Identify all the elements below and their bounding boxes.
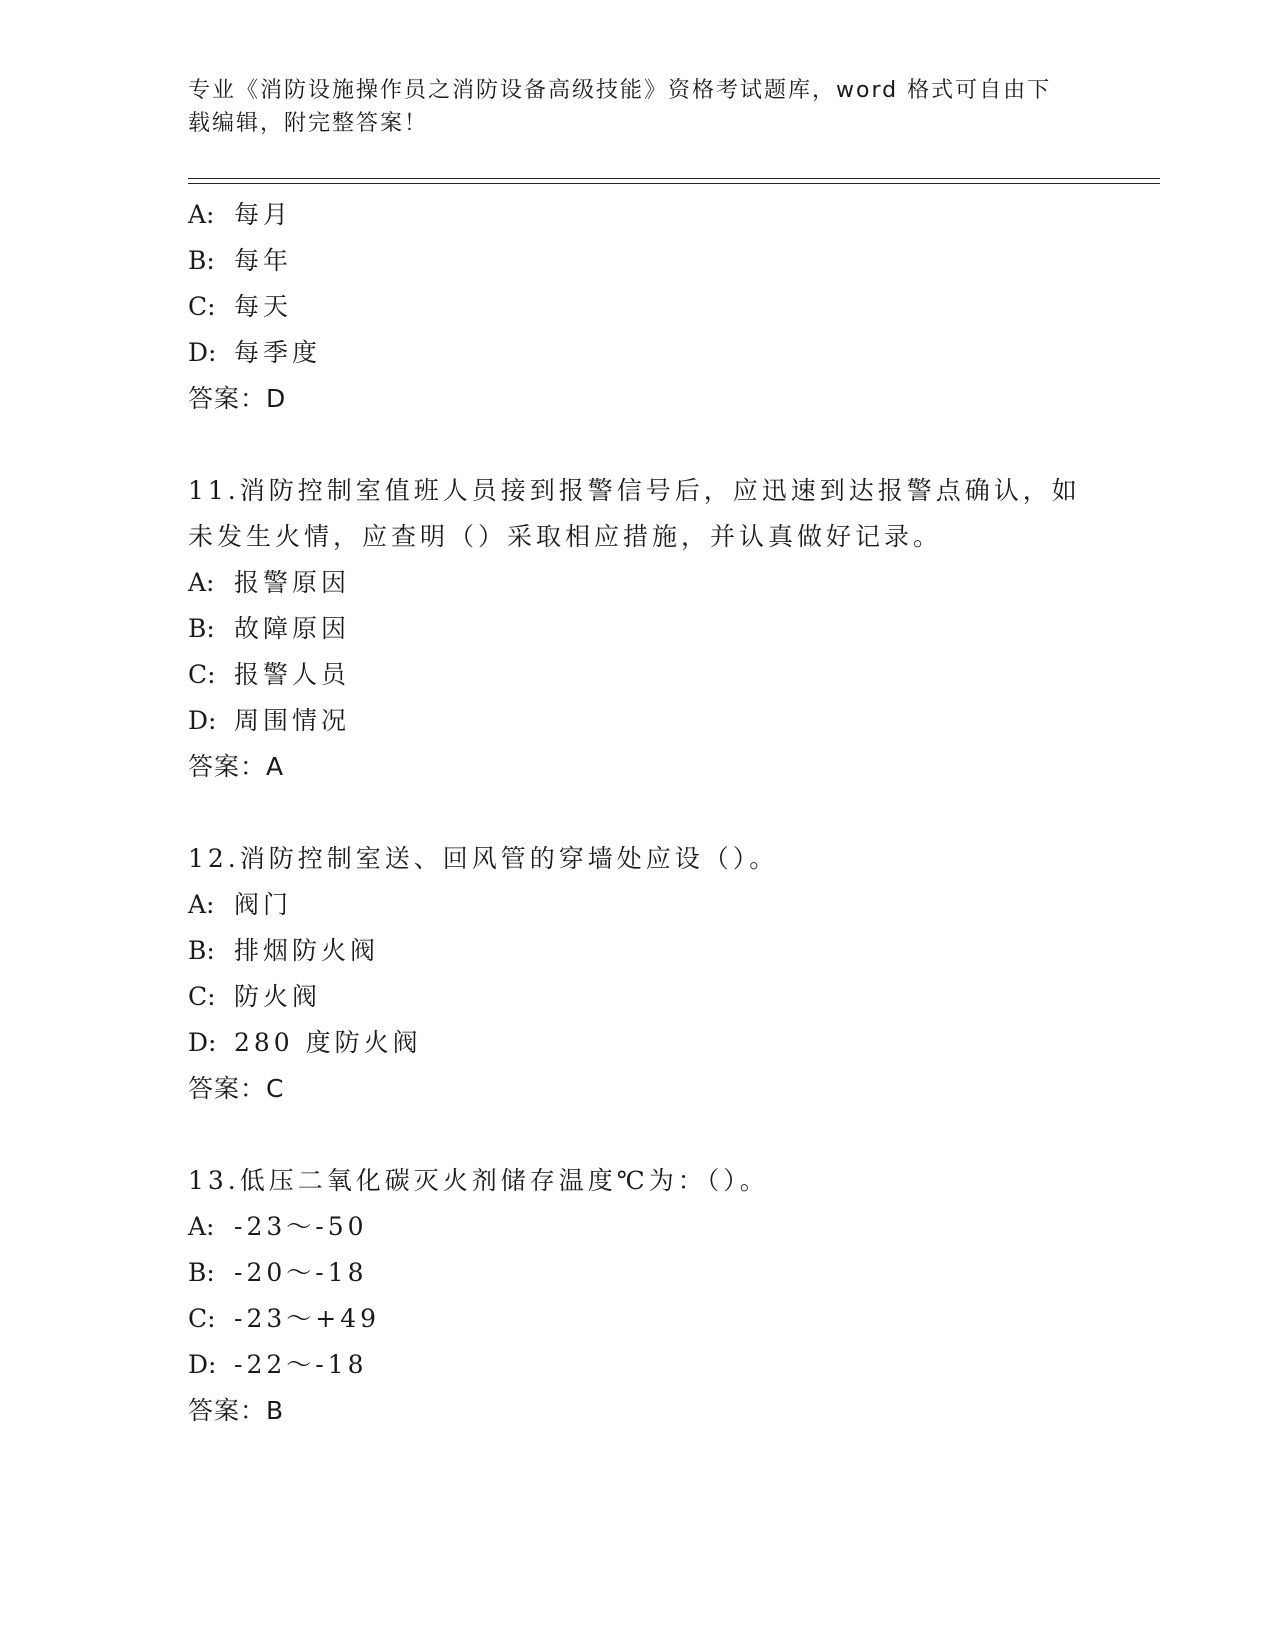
option-text: 报警人员 — [234, 660, 351, 689]
question-stem-line-1: 13.低压二氧化碳灭火剂储存温度℃为：（）。 — [188, 1166, 769, 1195]
answer-value: B — [266, 1396, 285, 1425]
answer-line — [188, 1388, 1088, 1434]
question-12 — [188, 836, 1088, 1112]
option-letter: B: — [188, 936, 215, 965]
option-d — [188, 330, 1088, 376]
option-text: 排烟防火阀 — [234, 936, 380, 965]
spacer — [188, 422, 1088, 468]
option-letter: B: — [188, 614, 215, 643]
answer-value: C — [266, 1074, 285, 1103]
option-text: -23～-50 — [234, 1212, 368, 1241]
question-10 — [188, 192, 1088, 422]
option-text: -23～+49 — [234, 1304, 381, 1333]
answer-label: 答案： — [188, 384, 267, 413]
option-letter: C: — [188, 660, 216, 689]
answer-label: 答案： — [188, 1074, 267, 1103]
option-letter: D: — [188, 338, 217, 367]
option-c — [188, 652, 1088, 698]
answer-line — [188, 744, 1088, 790]
option-letter: B: — [188, 246, 215, 275]
option-letter: A: — [188, 890, 215, 919]
option-letter: C: — [188, 292, 216, 321]
option-text: 每年 — [234, 246, 293, 275]
option-letter: A: — [188, 1212, 215, 1241]
option-text: 280 度防火阀 — [234, 1028, 422, 1057]
question-13 — [188, 1158, 1088, 1434]
option-text: 每天 — [234, 292, 293, 321]
header-divider-bottom — [188, 183, 1160, 184]
answer-label: 答案： — [188, 1396, 267, 1425]
document-header — [188, 74, 1088, 140]
option-d — [188, 698, 1088, 744]
answer-value: D — [266, 384, 287, 413]
option-text: 每月 — [234, 200, 293, 229]
option-text: -20～-18 — [234, 1258, 368, 1287]
question-list — [188, 192, 1088, 1434]
answer-line — [188, 1066, 1088, 1112]
option-a — [188, 882, 1088, 928]
option-b — [188, 238, 1088, 284]
header-line-1: 专业《消防设施操作员之消防设备高级技能》资格考试题库，word 格式可自由下 — [188, 78, 1052, 103]
spacer — [188, 790, 1088, 836]
option-letter: B: — [188, 1258, 215, 1287]
option-a — [188, 192, 1088, 238]
option-text: 每季度 — [234, 338, 322, 367]
option-text: 报警原因 — [234, 568, 351, 597]
option-a — [188, 560, 1088, 606]
header-line-2: 载编辑，附完整答案！ — [188, 111, 429, 136]
option-letter: D: — [188, 1028, 217, 1057]
option-a — [188, 1204, 1088, 1250]
header-divider-top — [188, 178, 1160, 179]
spacer — [188, 1112, 1088, 1158]
option-letter: A: — [188, 568, 215, 597]
option-text: 阀门 — [234, 890, 293, 919]
option-c — [188, 284, 1088, 330]
option-c — [188, 974, 1088, 1020]
option-text: 防火阀 — [234, 982, 322, 1011]
option-text: 故障原因 — [234, 614, 351, 643]
question-11 — [188, 468, 1088, 790]
answer-line — [188, 376, 1088, 422]
option-text: 周围情况 — [234, 706, 351, 735]
option-text: -22～-18 — [234, 1350, 368, 1379]
option-letter: D: — [188, 706, 217, 735]
answer-label: 答案： — [188, 752, 267, 781]
option-letter: A: — [188, 200, 215, 229]
option-b — [188, 928, 1088, 974]
question-stem-line-1: 11.消防控制室值班人员接到报警信号后，应迅速到达报警点确认，如 — [188, 476, 1081, 505]
question-stem-line-1: 12.消防控制室送、回风管的穿墙处应设（）。 — [188, 844, 779, 873]
option-b — [188, 606, 1088, 652]
option-d — [188, 1020, 1088, 1066]
option-c — [188, 1296, 1088, 1342]
option-letter: D: — [188, 1350, 217, 1379]
option-letter: C: — [188, 1304, 216, 1333]
answer-value: A — [266, 752, 285, 781]
option-b — [188, 1250, 1088, 1296]
option-letter: C: — [188, 982, 216, 1011]
question-stem-line-2: 未发生火情，应查明（）采取相应措施，并认真做好记录。 — [188, 522, 943, 551]
option-d — [188, 1342, 1088, 1388]
